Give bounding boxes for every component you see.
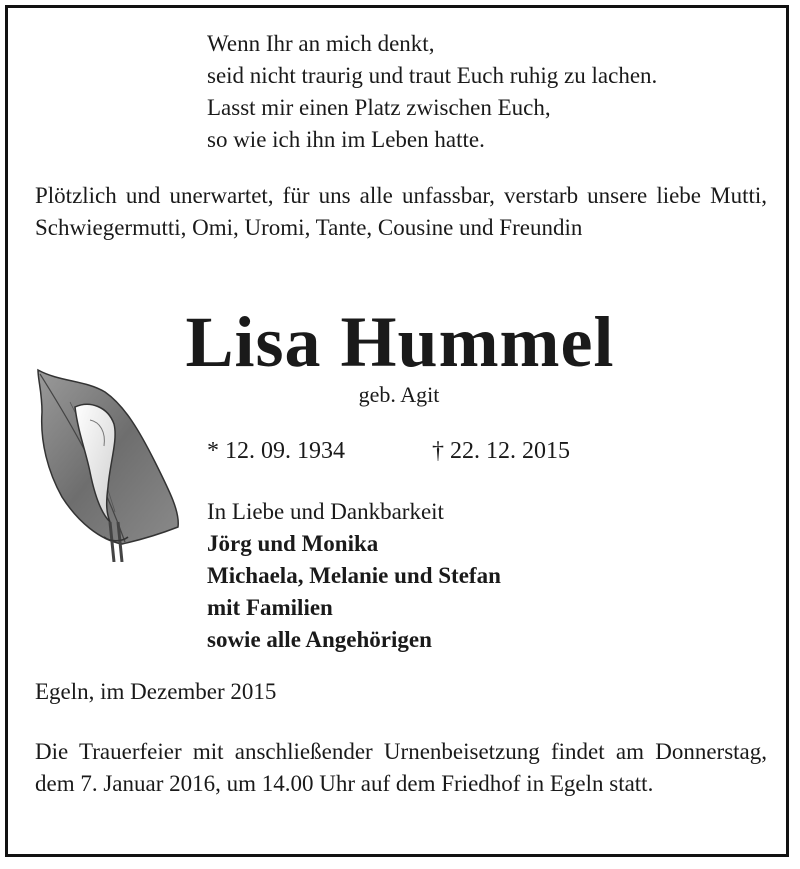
calla-lily-icon bbox=[30, 362, 185, 562]
place-date: Egeln, im Dezember 2015 bbox=[35, 679, 277, 704]
maiden-name-text: geb. Agit bbox=[358, 382, 440, 407]
deceased-name: Lisa Hummel bbox=[185, 302, 615, 382]
mourners-block bbox=[207, 496, 501, 656]
poem-line: seid nicht traurig und traut Euch ruhig zu lachen. bbox=[207, 63, 658, 88]
death-date: † 22. 12. 2015 bbox=[432, 438, 570, 464]
mourners-intro: In Liebe und Dankbarkeit bbox=[207, 499, 444, 524]
birth-date: * 12. 09. 1934 bbox=[207, 438, 345, 464]
funeral-info: Die Trauerfeier mit anschließender Urnenbeisetzung findet am Donnerstag, dem 7. Januar 2016, um 14.00 Uhr auf dem Friedhof in Egeln statt. bbox=[35, 739, 767, 796]
mourner-name: sowie alle Angehörigen bbox=[207, 627, 432, 652]
poem-line: Wenn Ihr an mich denkt, bbox=[207, 31, 435, 56]
poem bbox=[207, 28, 657, 156]
mourner-name: mit Familien bbox=[207, 595, 333, 620]
poem-line: so wie ich ihn im Leben hatte. bbox=[207, 127, 485, 152]
mourner-name: Michaela, Melanie und Stefan bbox=[207, 563, 501, 588]
poem-line: Lasst mir einen Platz zwischen Euch, bbox=[207, 95, 551, 120]
announcement-text: Plötzlich und unerwartet, für uns alle unfassbar, verstarb unsere liebe Mutti, Schwiegermutti, Omi, Uromi, Tante, Cousine und Freundin bbox=[35, 183, 767, 240]
mourner-name: Jörg und Monika bbox=[207, 531, 379, 556]
